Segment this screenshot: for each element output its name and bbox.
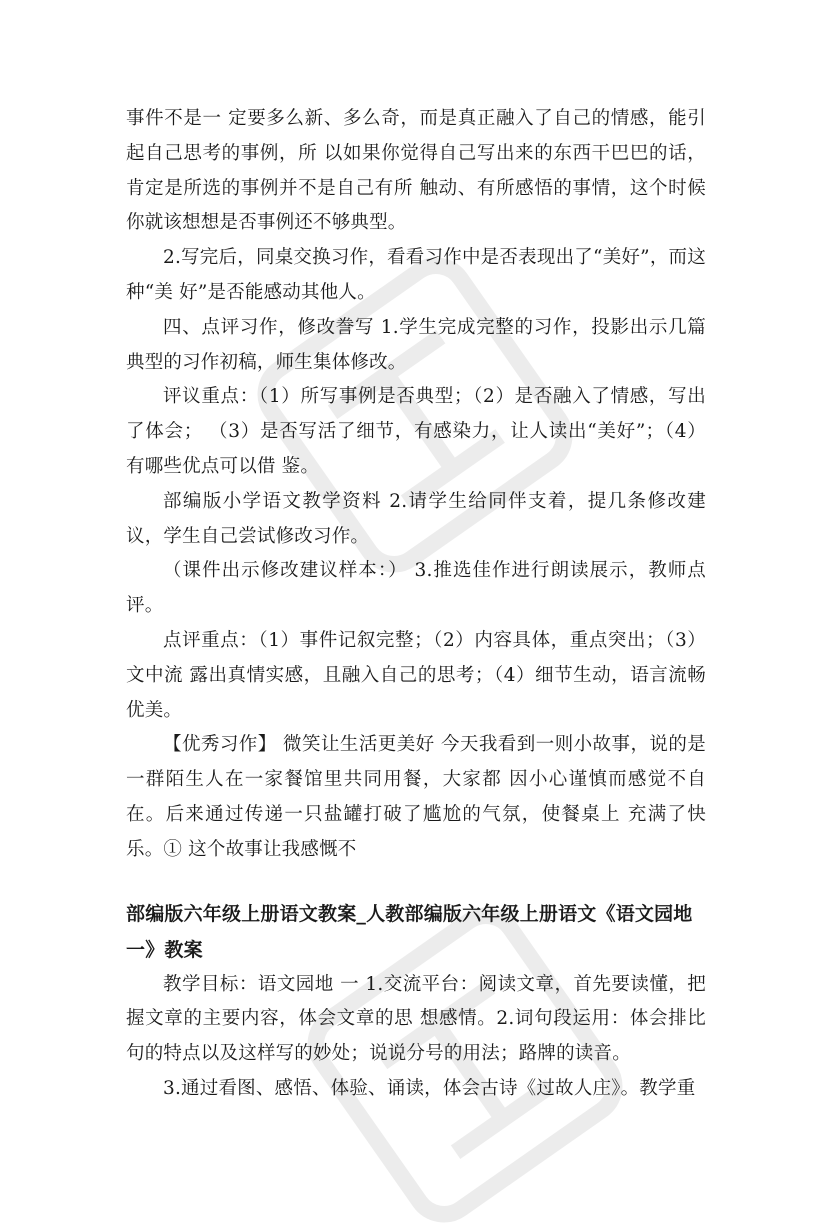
paragraph-peer-exchange: 2.写完后，同桌交换习作，看看习作中是否表现出了“美好”，而这种“美 好”是否能感动其他人。 — [126, 247, 706, 303]
paragraph-peer-suggestions: 部编版小学语文教学资料 2.请学生给同伴支着，提几条修改建议，学生自己尝试修改习作。 — [126, 490, 706, 547]
paragraph-teaching-goals: 教学目标：语文园地 一 1.交流平台：阅读文章，首先要读懂，把握文章的主要内容，体会文章的思 想感情。2.词句段运用：体会排比句的特点以及这样写的妙处；说说分号的用法；路牌的读音。 — [126, 973, 706, 1065]
paragraph-showcase: （课件出示修改建议样本：） 3.推选佳作进行朗读展示，教师点评。 — [126, 560, 706, 617]
section-title: 部编版六年级上册语文教案_人教部编版六年级上册语文《语文园地一》教案 — [126, 902, 693, 961]
paragraph-ancient-poem: 3.通过看图、感悟、体验、诵读，体会古诗《过故人庄》。教学重 — [163, 1077, 696, 1099]
paragraph-review-step: 四、点评习作，修改誊写 1.学生完成完整的习作，投影出示几篇典型的习作初稿，师生集体修改。 — [126, 316, 706, 373]
paragraph-review-focus: 评议重点：（1）所写事例是否典型；（2）是否融入了情感，写出了体会； （3）是否写活了细节，有感染力，让人读出“美好”；（4）有哪些优点可以借 鉴。 — [126, 386, 706, 477]
paragraph-comment-focus: 点评重点：（1）事件记叙完整；（2）内容具体，重点突出；（3）文中流 露出真情实感，且融入自己的思考；（4）细节生动，语言流畅优美。 — [126, 629, 706, 721]
paragraph-event-choice: 事件不是一 定要多么新、多么奇，而是真正融入了自己的情感，能引起自己思考的事例，所 以如果你觉得自己写出来的东西干巴巴的话，肯定是所选的事例并不是自己有所 触动、有所感悟的事情，这个时候你就该想想是否事例还不够典型。 — [126, 108, 706, 234]
section-gap — [126, 868, 706, 896]
document-page — [126, 102, 706, 1107]
paragraph-sample-essay: 【优秀习作】 微笑让生活更美好 今天我看到一则小故事，说的是一群陌生人在一家餐馆里共同用餐，大家都 因小心谨慎而感觉不自在。后来通过传递一只盐罐打破了尴尬的气氛，使餐桌上 充满了快乐。① 这个故事让我感慨不 — [126, 734, 706, 860]
